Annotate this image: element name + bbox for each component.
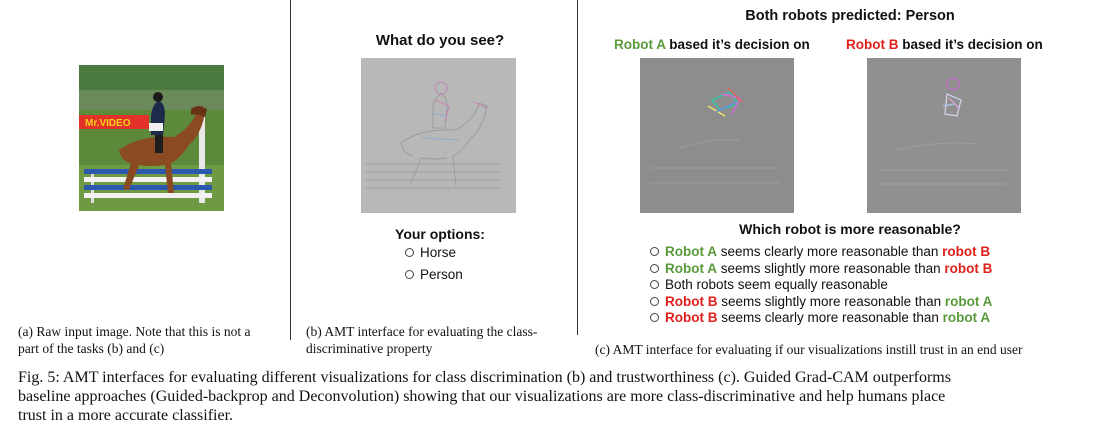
choice-object: robot A (942, 310, 991, 326)
choice-b-slightly[interactable] (650, 294, 992, 311)
panel-b-question: What do you see? (375, 32, 505, 49)
caption-b (306, 323, 578, 357)
caption-a (18, 323, 288, 357)
choice-object: robot B (944, 260, 993, 276)
caption-b-line2: discriminative property (306, 341, 433, 356)
radio-icon[interactable] (405, 270, 414, 279)
choice-middle: seems clearly more reasonable than (720, 244, 939, 259)
choice-a-clearly[interactable] (650, 244, 992, 261)
robot-b-suffix: based it’s decision on (902, 37, 1043, 52)
option-horse-label: Horse (420, 245, 457, 260)
choice-text: Both robots seem equally reasonable (665, 277, 888, 293)
choice-subject: Robot A (665, 260, 717, 276)
divider-left (290, 0, 291, 340)
choice-middle: seems slightly more reasonable than (720, 260, 941, 276)
caption-a-line1: (a) Raw input image. Note that this is not a (18, 324, 251, 339)
robot-a-saliency-map (640, 58, 794, 213)
option-horse[interactable] (405, 244, 456, 262)
figure-caption-line2: baseline approaches (Guided-backprop and Deconvolution) showing that our visualizations are more class-discriminative and help humans place (18, 388, 946, 405)
robot-b-heading (846, 37, 1043, 52)
figure-caption-line1: Fig. 5: AMT interfaces for evaluating different visualizations for class discrimination (b) and trustworthiness (c). Guided Grad-CAM outperforms (18, 369, 951, 386)
choice-middle: seems clearly more reasonable than (721, 310, 939, 326)
panel-b-options-title: Your options: (395, 226, 485, 242)
panel-c-header: Both robots predicted: Person (745, 8, 955, 24)
photo-sign-text: Mr.VIDEO (85, 118, 131, 129)
saliency-map-b (361, 58, 516, 213)
choice-subject: Robot B (665, 310, 718, 326)
horse-rider-photo (79, 65, 224, 211)
panel-c-question: Which robot is more reasonable? (739, 221, 961, 237)
robot-b-saliency-map (867, 58, 1021, 213)
radio-icon[interactable] (650, 313, 659, 322)
robot-b-name: Robot B (846, 37, 899, 52)
radio-icon[interactable] (650, 264, 659, 273)
choice-object: robot A (944, 293, 993, 309)
caption-b-line1: (b) AMT interface for evaluating the class- (306, 324, 538, 339)
choice-object: robot B (942, 244, 991, 259)
robot-a-heading (614, 37, 810, 52)
caption-c: (c) AMT interface for evaluating if our visualizations instill trust in an end user (595, 342, 1023, 357)
choice-b-clearly[interactable] (650, 310, 992, 327)
radio-icon[interactable] (650, 297, 659, 306)
choice-middle: seems slightly more reasonable than (721, 293, 942, 309)
choice-subject: Robot A (665, 244, 717, 259)
radio-icon[interactable] (650, 247, 659, 256)
radio-icon[interactable] (405, 248, 414, 257)
raw-input-image (79, 65, 224, 211)
caption-a-line2: part of the tasks (b) and (c) (18, 341, 165, 356)
saliency-map-b-image (361, 58, 516, 213)
robot-a-suffix: based it’s decision on (669, 37, 810, 52)
radio-icon[interactable] (650, 280, 659, 289)
divider-right (577, 0, 578, 335)
choice-subject: Robot B (665, 293, 718, 309)
choice-equal[interactable] (650, 277, 992, 294)
option-person[interactable] (405, 266, 463, 284)
figure-caption-line3: trust in a more accurate classifier. (18, 407, 234, 424)
robot-a-name: Robot A (614, 37, 666, 52)
robot-b-saliency-image (867, 58, 1021, 213)
choices-list (650, 244, 992, 327)
figure-caption (18, 368, 1093, 425)
option-person-label: Person (420, 267, 463, 282)
robot-a-saliency-image (640, 58, 794, 213)
choice-a-slightly[interactable] (650, 261, 992, 278)
